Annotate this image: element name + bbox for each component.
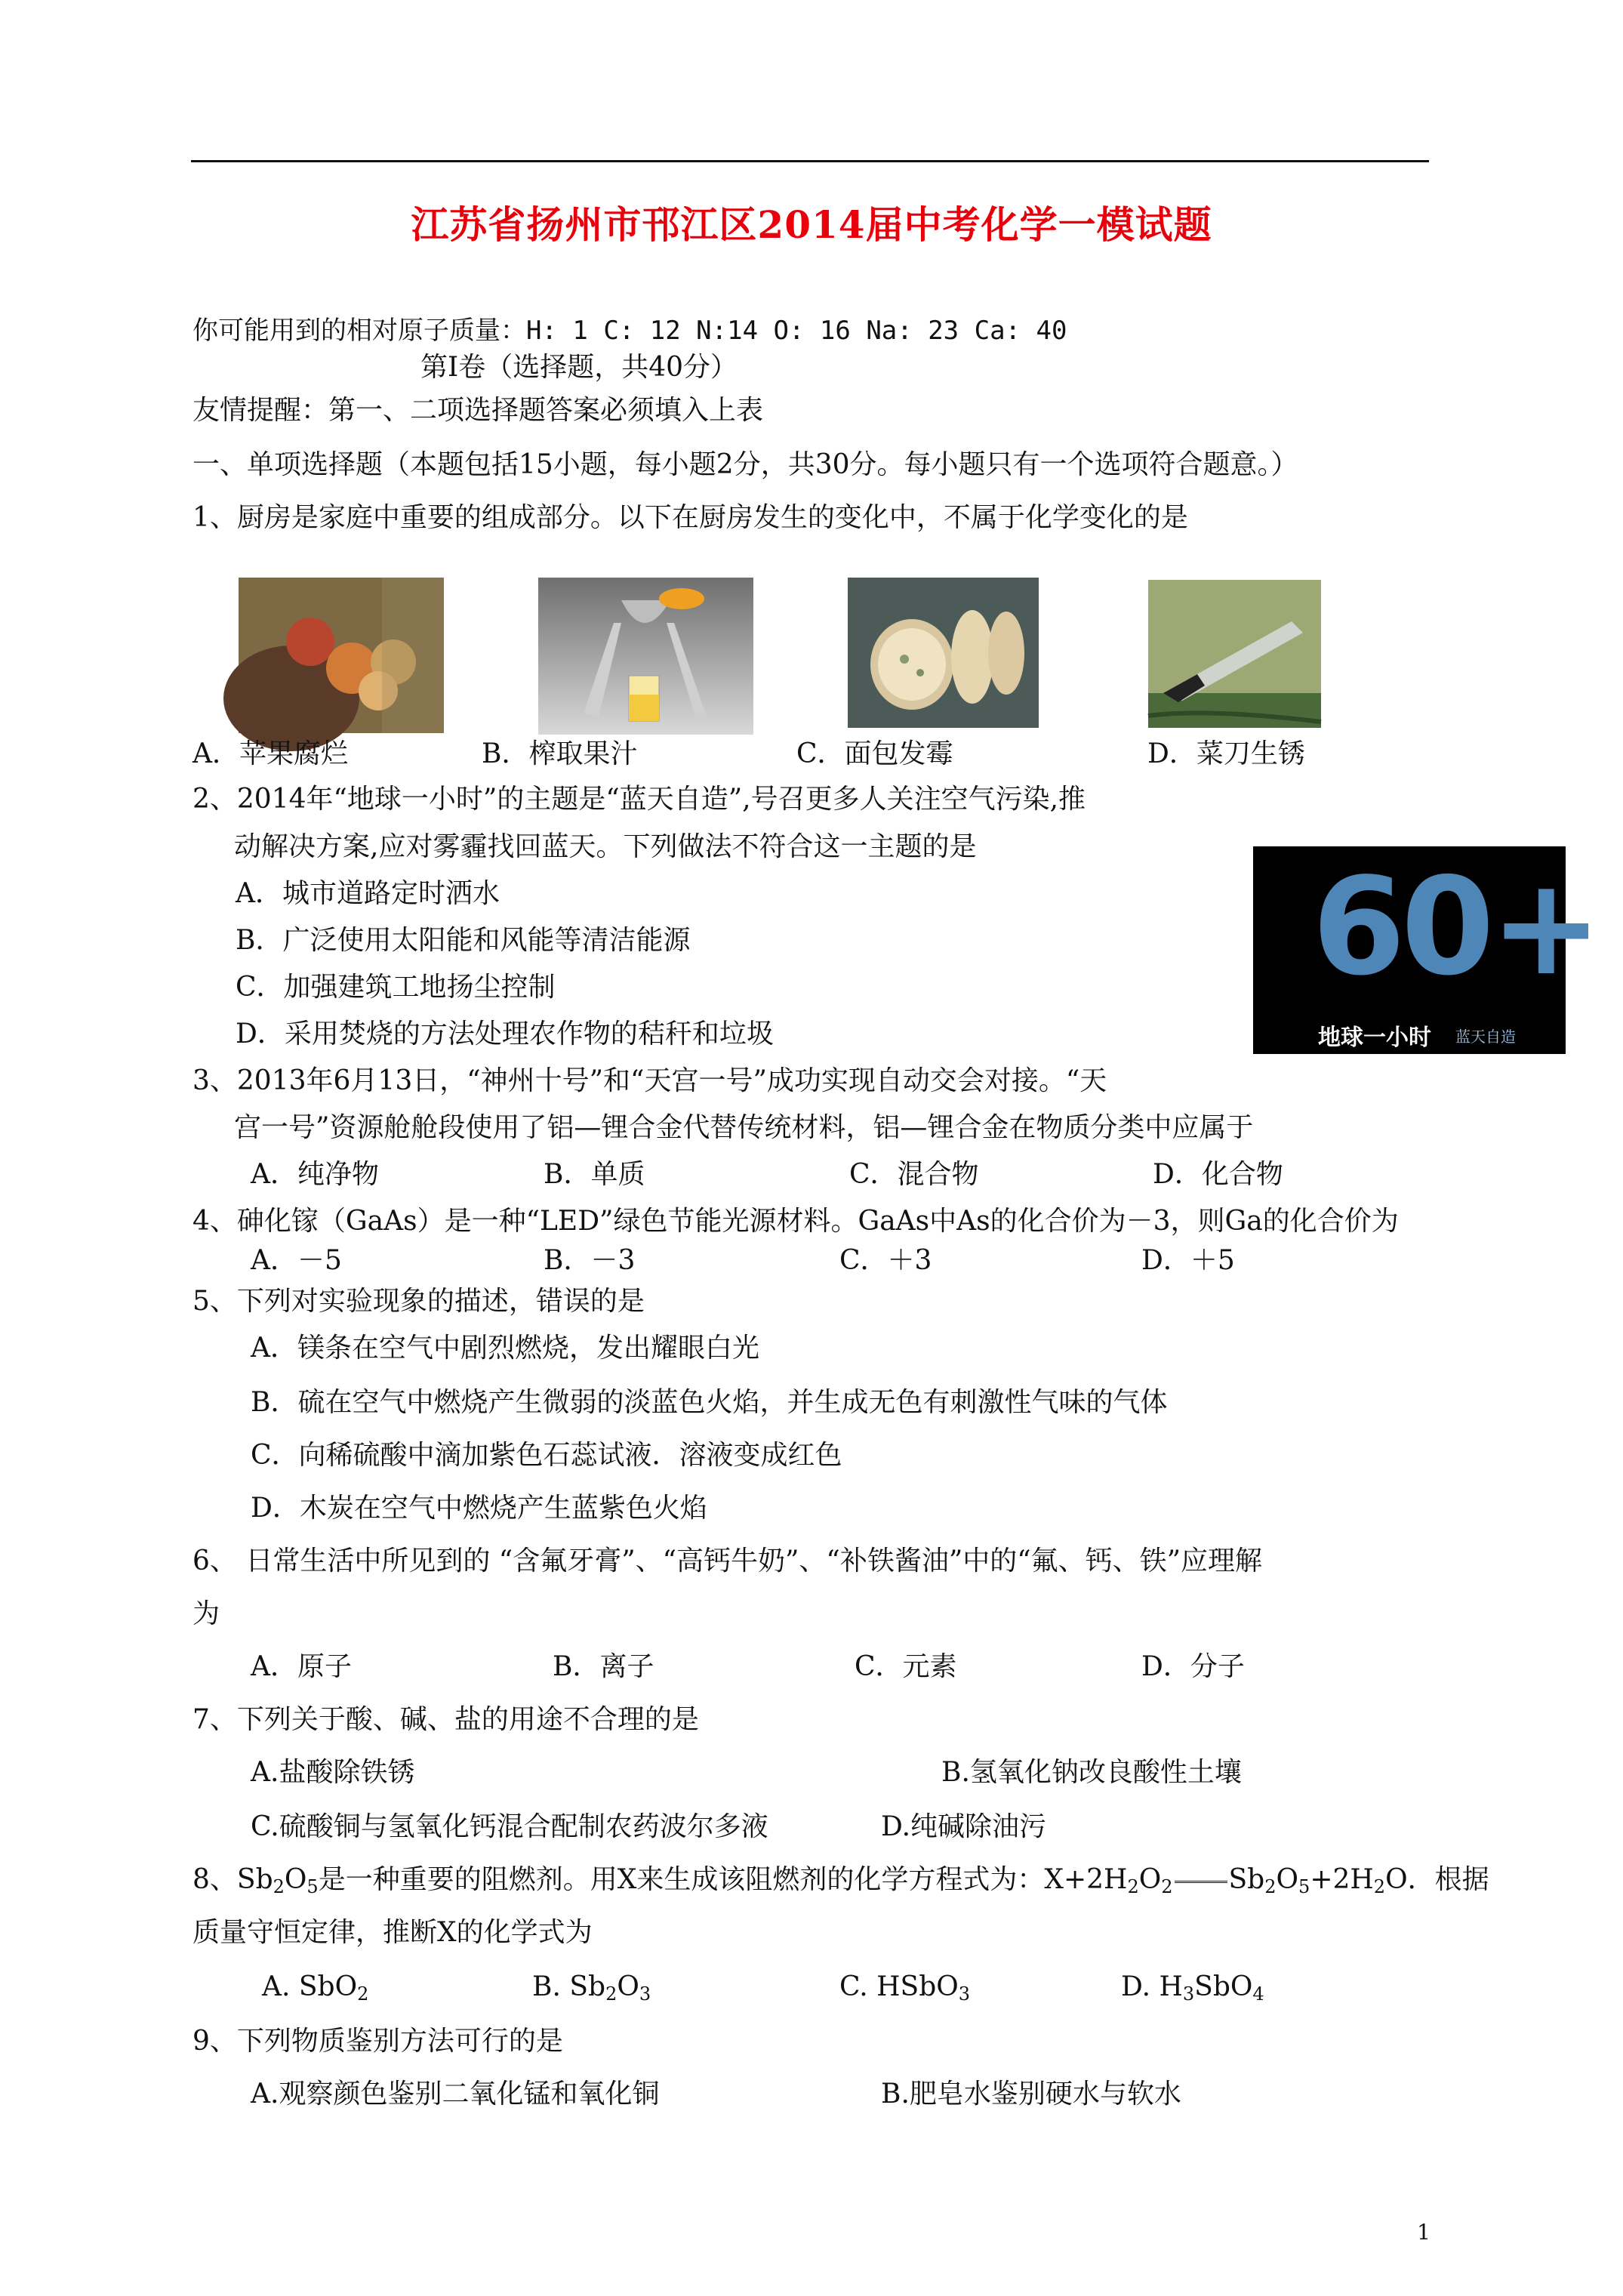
atomic-masses: 你可能用到的相对原子质量：H: 1 C: 12 N:14 O: 16 Na: 23 Ca: 40 — [192, 316, 1067, 346]
q6-stem-line1: 6、 日常生活中所见到的 “含氟牙膏”、“高钙牛奶”、“补铁酱油”中的“氟、钙、铁”应理解 — [192, 1546, 1263, 1576]
reminder: 友情提醒：第一、二项选择题答案必须填入上表 — [192, 395, 764, 426]
q4-stem: 4、砷化镓（GaAs）是一种“LED”绿色节能光源材料。GaAs中As的化合价为－3，则Ga的化合价为 — [192, 1206, 1399, 1237]
q3-option-b: B．单质 — [544, 1159, 645, 1190]
q5-stem: 5、下列对实验现象的描述，错误的是 — [192, 1286, 645, 1317]
q3-stem-line2: 宫一号”资源舱舱段使用了铝—锂合金代替传统材料，铝—锂合金在物质分类中应属于 — [234, 1112, 1254, 1143]
q8-stem-line2: 质量守恒定律，推断X的化学式为 — [192, 1917, 593, 1948]
q2-option-a: A．城市道路定时洒水 — [236, 878, 500, 909]
q2-stem-line1: 2、2014年“地球一小时”的主题是“蓝天自造”,号召更多人关注空气污染,推 — [192, 784, 1086, 815]
q8-option-a: A. SbO$_2$ — [262, 1971, 369, 2005]
part1-heading: 一、单项选择题（本题包括15小题，每小题2分，共30分。每小题只有一个选项符合题意。） — [192, 449, 1298, 480]
juicer-image — [538, 578, 753, 735]
q4-option-d: D．＋5 — [1141, 1245, 1235, 1276]
section-title: 第Ⅰ卷（选择题，共40分） — [420, 352, 738, 383]
q9-option-a: A.观察颜色鉴别二氧化锰和氧化铜 — [251, 2079, 660, 2110]
earth-hour-60-plus: 60+ — [1312, 849, 1598, 1005]
q2-option-d: D．采用焚烧的方法处理农作物的秸秆和垃圾 — [236, 1019, 774, 1049]
q6-option-a: A．原子 — [251, 1651, 352, 1682]
q1-option-d: D．菜刀生锈 — [1147, 738, 1305, 769]
q2-stem-line2: 动解决方案,应对雾霾找回蓝天。下列做法不符合这一主题的是 — [234, 831, 977, 862]
rusty-knife-image — [1148, 580, 1321, 728]
q8-stem-line1: 8、$Sb_2O_5$是一种重要的阻燃剂。用X来生成该阻燃剂的化学方程式为：$X+2H_2O_2$ $Sb_2O_5+2H_2O$．根据 — [192, 1864, 1489, 1897]
q5-option-d: D．木炭在空气中燃烧产生蓝紫色火焰 — [251, 1493, 707, 1524]
q2-option-c: C．加强建筑工地扬尘控制 — [236, 972, 556, 1003]
q4-option-b: B．－3 — [544, 1245, 636, 1276]
earth-hour-label: 地球一小时 — [1318, 1025, 1431, 1051]
q1-stem: 1、厨房是家庭中重要的组成部分。以下在厨房发生的变化中，不属于化学变化的是 — [192, 502, 1188, 533]
q3-option-a: A．纯净物 — [251, 1159, 379, 1190]
q5-option-b: B．硫在空气中燃烧产生微弱的淡蓝色火焰，并生成无色有刺激性气味的气体 — [251, 1387, 1168, 1418]
q8-option-c: C. HSbO$_3$ — [839, 1971, 971, 2005]
q1-option-a: A．苹果腐烂 — [192, 738, 348, 769]
q3-option-d: D．化合物 — [1153, 1159, 1283, 1190]
moldy-bread-image — [848, 578, 1039, 728]
earth-hour-image — [1253, 846, 1598, 1054]
q7-option-a: A.盐酸除铁锈 — [251, 1757, 415, 1788]
q1-option-b: B．榨取果汁 — [482, 738, 638, 769]
q5-option-a: A．镁条在空气中剧烈燃烧，发出耀眼白光 — [251, 1333, 759, 1364]
q6-option-c: C．元素 — [855, 1651, 957, 1682]
q3-option-c: C．混合物 — [849, 1159, 979, 1190]
q7-option-c: C.硫酸铜与氢氧化钙混合配制农药波尔多液 — [251, 1811, 768, 1842]
header-rule — [191, 160, 1429, 162]
q4-option-a: A．－5 — [251, 1245, 342, 1276]
q3-stem-line1: 3、2013年6月13日，“神州十号”和“天宫一号”成功实现自动交会对接。“天 — [192, 1065, 1107, 1096]
q9-stem: 9、下列物质鉴别方法可行的是 — [192, 2026, 563, 2057]
q7-stem: 7、下列关于酸、碱、盐的用途不合理的是 — [192, 1704, 699, 1735]
page-title: 江苏省扬州市邗江区2014届中考化学一模试题 — [411, 202, 1212, 247]
q2-option-b: B．广泛使用太阳能和风能等清洁能源 — [236, 925, 691, 956]
q4-option-c: C．＋3 — [839, 1245, 932, 1276]
q8-option-b: B. $Sb_2O_3$ — [532, 1971, 651, 2005]
q8-option-d: D. $H_3SbO_4$ — [1121, 1971, 1264, 2005]
q1-option-c: C．面包发霉 — [796, 738, 953, 769]
rotten-apples-image — [239, 578, 444, 733]
q6-option-d: D．分子 — [1141, 1651, 1245, 1682]
earth-hour-tag: 蓝天自造 — [1455, 1028, 1516, 1046]
q5-option-c: C．向稀硫酸中滴加紫色石蕊试液．溶液变成红色 — [251, 1440, 842, 1471]
q7-option-d: D.纯碱除油污 — [881, 1811, 1047, 1842]
q7-option-b: B.氢氧化钠改良酸性土壤 — [941, 1757, 1242, 1788]
page-number: 1 — [1417, 2220, 1431, 2245]
q9-option-b: B.肥皂水鉴别硬水与软水 — [881, 2079, 1181, 2110]
q6-option-b: B．离子 — [553, 1651, 654, 1682]
q6-stem-line2: 为 — [192, 1598, 220, 1629]
